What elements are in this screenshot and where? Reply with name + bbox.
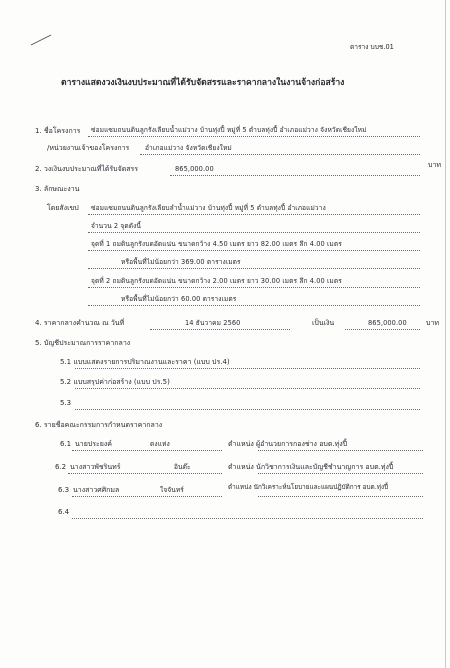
item3-line3: จุดที่ 1 ถมดินลูกรังบดอัดแน่น ขนาดกว้าง 4.50 เมตร ยาว 82.00 เมตร ลึก 4.00 เมตร	[91, 240, 342, 248]
item2-unit: บาท	[428, 161, 441, 169]
member-1-num: 6.1	[60, 440, 72, 448]
item4-label: 4. ราคากลางคำนวณ ณ วันที่	[35, 319, 125, 327]
member-2-surname: อินต๊ะ	[174, 463, 191, 471]
item5-sub2: 5.2 แบบสรุปค่าก่อสร้าง (แบบ ปร.5)	[60, 378, 170, 386]
item1-project-name: ซ่อมแซมถนนดินลูกรังเลียบน้ำแม่วาง บ้านทุ่งปี้ หมู่ที่ 5 ตำบลทุ่งปี้ อำเภอแม่วาง จังหวัดเชียงใหม่	[91, 126, 367, 134]
member-3-position-dotted-line	[258, 496, 423, 497]
item1-agency-value: อำเภอแม่วาง จังหวัดเชียงใหม่	[145, 144, 232, 152]
page-title: ตารางแสดงวงเงินงบประมาณที่ได้รับจัดสรรและราคากลางในงานจ้างก่อสร้าง	[61, 78, 345, 88]
form-code: ตาราง บบช.01	[350, 43, 394, 51]
item3-dotted-line-4	[88, 268, 420, 269]
member-2-position: ตำแหน่ง นักวิชาการเงินและบัญชีชำนาญการ อบต.ทุ่งปี้	[228, 463, 394, 471]
member-2-num: 6.2	[55, 463, 67, 471]
item3-line6: หรือพื้นที่ไม่น้อยกว่า 60.00 ตารางเมตร	[121, 295, 237, 303]
member-3-surname: ใจจันทร์	[160, 486, 184, 494]
item1-label: 1. ชื่อโครงการ	[35, 127, 81, 135]
item4-date-dotted-line	[150, 329, 290, 330]
item3-label: 3. ลักษณะงาน	[35, 185, 80, 193]
item4-date: 14 ธันวาคม 2560	[185, 319, 241, 327]
item1-dotted-line	[88, 136, 420, 137]
item3-line5: จุดที่ 2 ถมดินลูกรังบดอัดแน่น ขนาดกว้าง 2.00 เมตร ยาว 30.00 เมตร ลึก 4.00 เมตร	[91, 277, 342, 285]
page-edge-shadow	[445, 0, 446, 668]
item3-dotted-line-6	[88, 305, 420, 306]
item2-label: 2. วงเงินงบประมาณที่ได้รับจัดสรร	[35, 165, 139, 173]
item4-unit: บาท	[426, 319, 439, 327]
member-2-name-dotted-line	[68, 473, 222, 474]
item3-line1: ซ่อมแซมถนนดินลูกรังเลียบลำน้ำแม่วาง บ้านทุ่งปี้ หมู่ที่ 5 ตำบลทุ่งปี้ อำเภอแม่วาง	[91, 204, 326, 212]
member-2-name: นางสาวพัชรินทร์	[70, 463, 121, 471]
member-4-dotted-line	[72, 518, 423, 519]
item3-summary-label: โดยสังเขป	[47, 204, 79, 212]
item5-sub1: 5.1 แบบแสดงรายการปริมาณงานและราคา (แบบ ปร.4)	[60, 358, 230, 366]
member-2-position-dotted-line	[258, 473, 423, 474]
member-1-surname: ดงแห่ง	[150, 440, 170, 448]
item3-dotted-line-5	[88, 287, 420, 288]
item2-dotted-line	[170, 175, 420, 176]
item2-budget-value: 865,000.00	[175, 165, 214, 173]
member-1-position: ตำแหน่ง ผู้อำนวยการกองช่าง อบต.ทุ่งปี้	[228, 440, 348, 448]
member-3-name: นางสาวศศิกมล	[73, 486, 120, 494]
member-4-num: 6.4	[58, 508, 70, 516]
item5-sub3: 5.3	[60, 399, 72, 407]
item6-label: 6. รายชื่อคณะกรรมการกำหนดราคากลาง	[35, 421, 163, 429]
item1-agency-label: /หน่วยงานเจ้าของโครงการ	[47, 144, 130, 152]
member-3-position: ตำแหน่ง นักวิเคราะห์นโยบายและแผนปฏิบัติการ อบต.ทุ่งปี้	[228, 483, 389, 491]
item5-sub1-dotted-line	[75, 368, 420, 369]
item4-amount: 865,000.00	[368, 319, 407, 327]
item3-dotted-line-3	[88, 250, 420, 251]
item4-amount-dotted-line	[345, 329, 420, 330]
item3-line4: หรือพื้นที่ไม่น้อยกว่า 369.00 ตารางเมตร	[121, 258, 241, 266]
item3-dotted-line-1	[88, 214, 420, 215]
member-1-name-dotted-line	[72, 450, 222, 451]
item5-sub3-dotted-line	[75, 409, 420, 410]
member-1-position-dotted-line	[258, 450, 423, 451]
item5-sub2-dotted-line	[75, 388, 420, 389]
member-3-name-dotted-line	[72, 496, 222, 497]
item3-dotted-line-2	[88, 232, 420, 233]
member-3-num: 6.3	[58, 486, 70, 494]
pen-stroke-mark	[30, 34, 52, 46]
item3-line2: จำนวน 2 จุดดังนี้	[91, 222, 142, 230]
item1-agency-dotted-line	[140, 154, 420, 155]
item4-amount-label: เป็นเงิน	[312, 319, 335, 327]
member-1-name: นายประยงค์	[75, 440, 112, 448]
item5-label: 5. บัญชีประมาณการราคากลาง	[35, 339, 131, 347]
